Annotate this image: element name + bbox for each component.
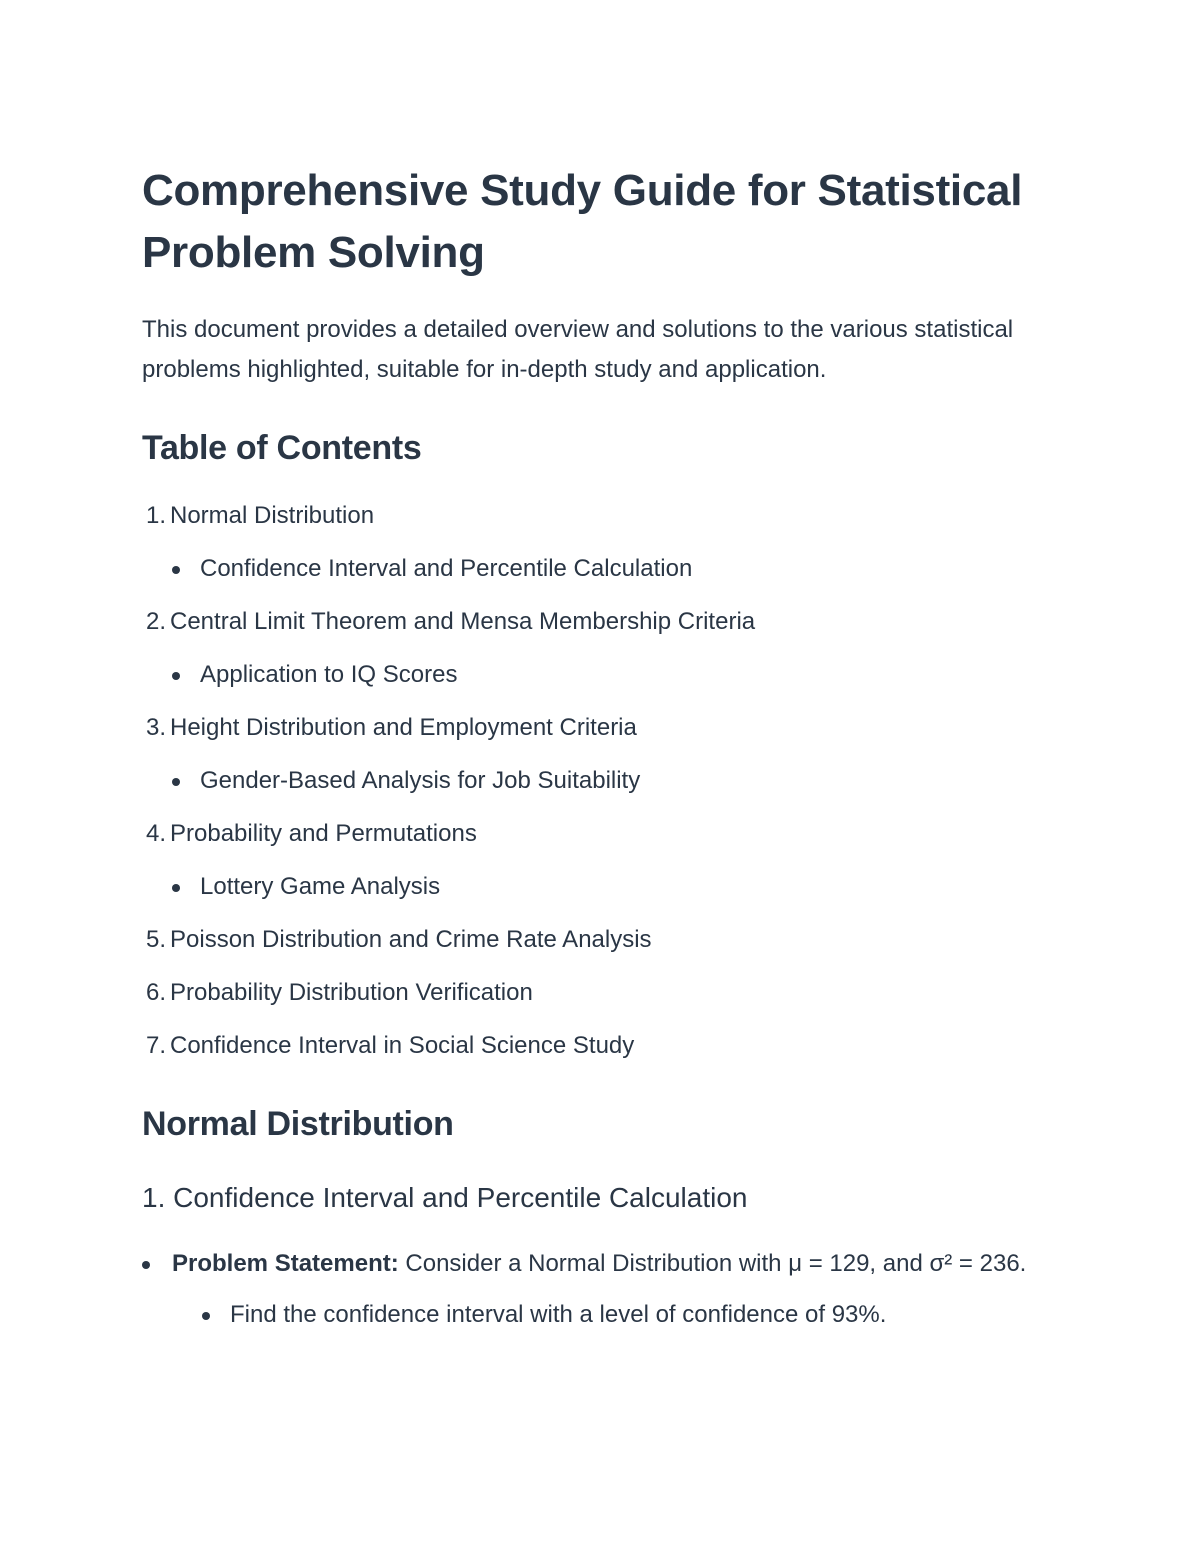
- problem-text: Consider a Normal Distribution with μ = 129, and σ² = 236.: [398, 1250, 1027, 1277]
- toc-item-number: 4.: [145, 820, 166, 847]
- bullet-icon: [172, 884, 180, 892]
- toc-subitem: [142, 869, 1062, 905]
- table-of-contents: [142, 498, 1062, 1064]
- problem-task-text: Find the confidence interval with a level of confidence of 93%.: [230, 1301, 887, 1328]
- bullet-icon: [172, 778, 180, 786]
- toc-item-label: Normal Distribution: [170, 502, 375, 529]
- toc-subitem-label: Application to IQ Scores: [200, 661, 458, 688]
- toc-item-number: 3.: [145, 714, 166, 741]
- document-page: [142, 160, 1062, 1333]
- problem-list: [142, 1244, 1062, 1333]
- problem-label: Problem Statement:: [172, 1250, 399, 1277]
- toc-item-number: 7.: [145, 1032, 166, 1059]
- toc-item: [142, 498, 1062, 534]
- toc-subitem-label: Gender-Based Analysis for Job Suitability: [200, 767, 641, 794]
- toc-subitem: [142, 763, 1062, 799]
- bullet-icon: [202, 1312, 210, 1320]
- toc-item: [142, 922, 1062, 958]
- toc-item-label: Poisson Distribution and Crime Rate Analysis: [170, 926, 652, 953]
- toc-item: [142, 975, 1062, 1011]
- intro-paragraph: This document provides a detailed overview and solutions to the various statistical problems highlighted, suitable for in-depth study and application.: [142, 316, 1014, 383]
- toc-item-label: Probability Distribution Verification: [170, 979, 533, 1006]
- section-heading: Normal Distribution: [142, 1105, 454, 1143]
- toc-subitem-label: Lottery Game Analysis: [200, 873, 441, 900]
- toc-item-label: Height Distribution and Employment Criteria: [170, 714, 637, 741]
- toc-item-label: Confidence Interval in Social Science Study: [170, 1032, 635, 1059]
- bullet-icon: [172, 566, 180, 574]
- toc-item-label: Central Limit Theorem and Mensa Membership Criteria: [170, 608, 756, 635]
- bullet-icon: [172, 672, 180, 680]
- toc-item: [142, 816, 1062, 852]
- document-title: Comprehensive Study Guide for Statistical Problem Solving: [142, 166, 1023, 277]
- subsection-heading: 1. Confidence Interval and Percentile Calculation: [142, 1182, 748, 1213]
- toc-item-number: 6.: [145, 979, 166, 1006]
- problem-task: [172, 1297, 1062, 1333]
- problem-statement: [142, 1244, 1062, 1333]
- toc-subitem: [142, 657, 1062, 693]
- toc-heading: Table of Contents: [142, 429, 422, 467]
- toc-item: [142, 604, 1062, 640]
- bullet-icon: [142, 1261, 150, 1269]
- toc-item-number: 2.: [145, 608, 166, 635]
- toc-subitem: [142, 551, 1062, 587]
- toc-item-label: Probability and Permutations: [170, 820, 477, 847]
- toc-item-number: 5.: [145, 926, 166, 953]
- toc-subitem-label: Confidence Interval and Percentile Calculation: [200, 555, 693, 582]
- toc-item: [142, 710, 1062, 746]
- toc-item-number: 1.: [145, 502, 166, 529]
- toc-item: [142, 1028, 1062, 1064]
